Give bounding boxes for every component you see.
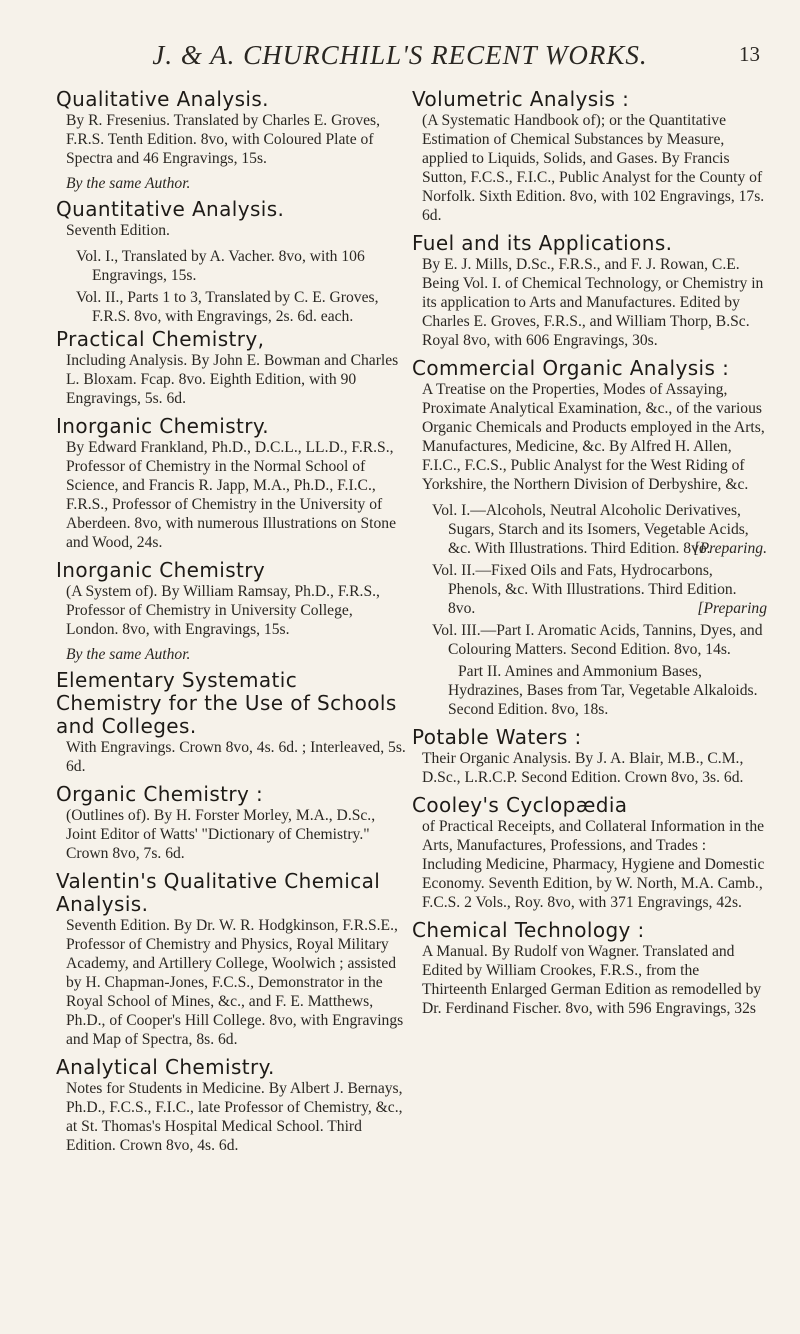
by-same-author-note: By the same Author. — [66, 175, 191, 192]
entry-description: Including Analysis. By John E. Bowman and Charles L. Bloxam. Fcap. 8vo. Eighth Edition, with 90 Engravings, 5s. 6d. — [66, 352, 399, 407]
catalog-entry — [412, 88, 767, 225]
catalog-entry — [412, 662, 767, 719]
entry-description: By Edward Frankland, Ph.D., D.C.L., LL.D., F.R.S., Professor of Chemistry in the Normal School of Science, and Francis R. Japp, M.A., Ph.D., F.I.C., F.R.S., Professor of Chemistry in the University of Aberdeen. 8vo, with numerous Illustrations on Stone and Wood, 24s. — [66, 439, 397, 551]
catalog-entry — [412, 501, 767, 558]
page-header — [0, 40, 800, 80]
entry-title: Chemical Technology : — [412, 918, 645, 942]
entry-description: By R. Fresenius. Translated by Charles E. Groves, F.R.S. Tenth Edition. 8vo, with Coloured Plate of Spectra and 46 Engravings, 15s. — [66, 112, 381, 167]
entry-description: Seventh Edition. By Dr. W. R. Hodgkinson, F.R.S.E., Professor of Chemistry and Physics, Royal Military Academy, and Artillery College, Woolwich ; assisted by H. Chapman-Jones, F.C.S., Demonstrator in the Royal School of Mines, &c., and F. E. Matthews, Ph.D., of Cooper's Hill College. 8vo, with Engravings and Map of Spectra, 8s. 6d. — [66, 917, 404, 1048]
entry-description: (A Systematic Handbook of); or the Quantitative Estimation of Chemical Substances by Measure, applied to Liquids, Solids, and Gases. By Francis Sutton, F.C.S., F.I.C., Public Analyst for the County of Norfolk. Sixth Edition. 8vo, with 102 Engravings, 17s. 6d. — [422, 112, 765, 224]
entry-title: Inorganic Chemistry. — [56, 414, 270, 438]
catalog-entry — [56, 288, 408, 326]
catalog-entry — [56, 247, 408, 285]
status-note: [Preparing — [697, 600, 767, 617]
volume-entry: Vol. II., Parts 1 to 3, Translated by C. E. Groves, F.R.S. 8vo, with Engravings, 2s. 6d. each. — [76, 289, 379, 325]
entry-title: Volumetric Analysis : — [412, 87, 630, 111]
entry-description: Their Organic Analysis. By J. A. Blair, M.B., C.M., D.Sc., L.R.C.P. Second Edition. Crown 8vo, 3s. 6d. — [422, 750, 744, 786]
status-note: [Preparing. — [693, 540, 767, 557]
by-same-author-note: By the same Author. — [66, 646, 191, 663]
entry-title: Commercial Organic Analysis : — [412, 356, 730, 380]
volume-part-entry: Part II. Amines and Ammonium Bases, Hydrazines, Bases from Tar, Vegetable Alkaloids. Second Edition. 8vo, 18s. — [448, 663, 758, 718]
catalog-entry — [412, 726, 767, 787]
entry-title: Analytical Chemistry. — [56, 1055, 275, 1079]
entry-description: (Outlines of). By H. Forster Morley, M.A., D.Sc., Joint Editor of Watts' "Dictionary of Chemistry." Crown 8vo, 7s. 6d. — [66, 807, 376, 862]
catalog-entry — [56, 1056, 408, 1155]
catalog-entry — [56, 415, 408, 552]
entry-title: Inorganic Chemistry — [56, 558, 266, 582]
entry-title: Cooley's Cyclopædia — [412, 793, 628, 817]
entry-title: Qualitative Analysis. — [56, 87, 269, 111]
right-column — [412, 88, 767, 1025]
page-number: 13 — [739, 42, 760, 66]
entry-title: Organic Chemistry : — [56, 782, 264, 806]
volume-entry: Vol. II.—Fixed Oils and Fats, Hydrocarbons, Phenols, &c. With Illustrations. Third Edition. 8vo. — [432, 562, 737, 617]
catalog-entry — [56, 783, 408, 863]
catalog-entry — [412, 919, 767, 1018]
entry-description: of Practical Receipts, and Collateral Information in the Arts, Manufactures, Professions, and Trades : Including Medicine, Pharmacy, Hygiene and Domestic Economy. Seventh Edition, by W. North, M.A. Camb., F.C.S. 2 Vols., Roy. 8vo, with 371 Engravings, 42s. — [422, 818, 765, 911]
entry-title: Valentin's Qualitative Chemical Analysis. — [56, 869, 381, 916]
entry-title: Potable Waters : — [412, 725, 582, 749]
catalog-entry — [412, 232, 767, 350]
volume-entry: Vol. I., Translated by A. Vacher. 8vo, with 106 Engravings, 15s. — [76, 248, 365, 284]
catalog-entry — [412, 561, 767, 618]
volume-entry: Vol. I.—Alcohols, Neutral Alcoholic Derivatives, Sugars, Starch and its Isomers, Vegetable Acids, &c. With Illustrations. Third Edition. 8vo. — [432, 502, 749, 557]
catalog-entry — [56, 328, 408, 408]
entry-description: With Engravings. Crown 8vo, 4s. 6d. ; Interleaved, 5s. 6d. — [66, 739, 406, 775]
entry-description: Seventh Edition. — [66, 222, 170, 239]
catalog-entry — [56, 646, 408, 664]
catalog-entry — [56, 669, 408, 776]
entry-description: (A System of). By William Ramsay, Ph.D., F.R.S., Professor of Chemistry in University College, London. 8vo, with Engravings, 15s. — [66, 583, 380, 638]
catalog-entry — [56, 559, 408, 639]
catalog-entry — [56, 870, 408, 1049]
entry-title: Elementary Systematic Chemistry for the Use of Schools and Colleges. — [56, 668, 397, 738]
entry-title: Quantitative Analysis. — [56, 197, 285, 221]
catalog-entry — [412, 357, 767, 494]
entry-description: A Treatise on the Properties, Modes of Assaying, Proximate Analytical Examination, &c., of the various Organic Chemicals and Products employed in the Arts, Manufactures, Medicine, &c. By Alfred H. Allen, F.I.C., F.C.S., Public Analyst for the West Riding of Yorkshire, the Northern Division of Derbyshire, &c. — [422, 381, 765, 493]
running-title: J. & A. CHURCHILL'S RECENT WORKS. — [152, 40, 648, 70]
catalog-entry — [412, 621, 767, 659]
entry-description: Notes for Students in Medicine. By Albert J. Bernays, Ph.D., F.C.S., F.I.C., late Professor of Chemistry, &c., at St. Thomas's Hospital Medical School. Third Edition. Crown 8vo, 4s. 6d. — [66, 1080, 403, 1154]
entry-description: A Manual. By Rudolf von Wagner. Translated and Edited by William Crookes, F.R.S., from the Thirteenth Enlarged German Edition as remodelled by Dr. Ferdinand Fischer. 8vo, with 596 Engravings, 32s — [422, 943, 762, 1017]
entry-title: Fuel and its Applications. — [412, 231, 673, 255]
catalog-entry — [56, 198, 408, 240]
catalog-entry — [412, 794, 767, 912]
entry-title: Practical Chemistry, — [56, 327, 265, 351]
catalog-entry — [56, 175, 408, 193]
left-column — [56, 88, 408, 1162]
catalog-entry — [56, 88, 408, 168]
entry-description: By E. J. Mills, D.Sc., F.R.S., and F. J. Rowan, C.E. Being Vol. I. of Chemical Technology, or Chemistry in its application to Arts and Manufactures. Edited by Charles E. Groves, F.R.S., and William Thorp, B.Sc. Royal 8vo, with 606 Engravings, 30s. — [422, 256, 764, 349]
volume-entry: Vol. III.—Part I. Aromatic Acids, Tannins, Dyes, and Colouring Matters. Second Edition. 8vo, 14s. — [432, 622, 763, 658]
